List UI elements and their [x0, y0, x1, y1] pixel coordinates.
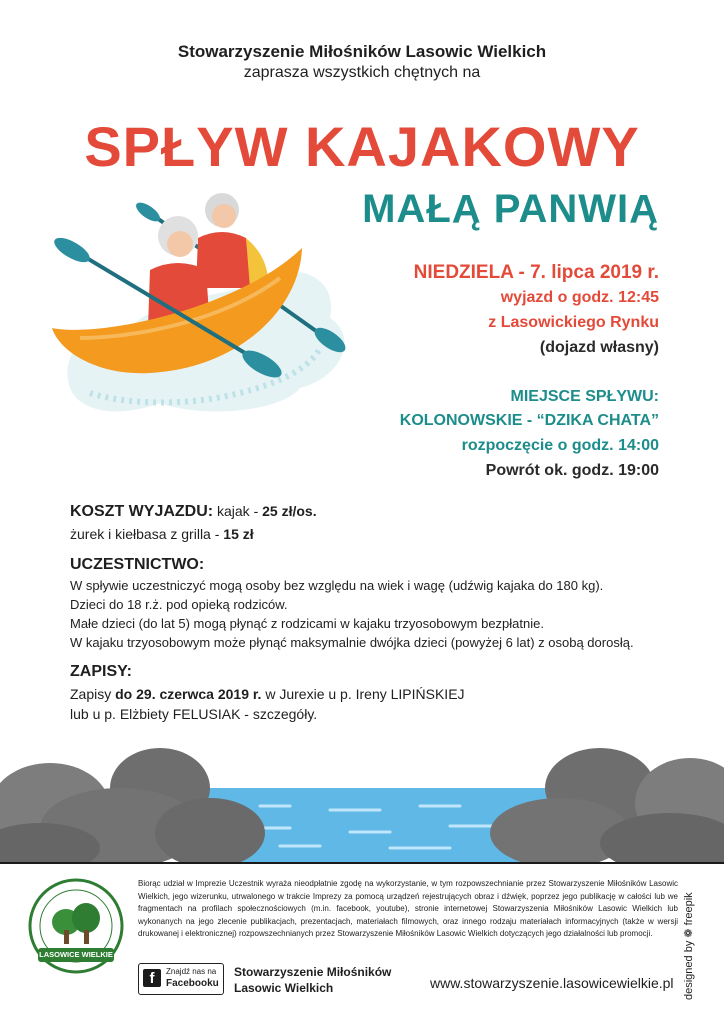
facebook-icon: f — [143, 969, 161, 987]
location-place: KOLONOWSKIE - “DZIKA CHATA” — [399, 412, 659, 429]
logo-caption: LASOWICE WIELKIE — [39, 950, 113, 959]
facebook-line2: Facebooku — [166, 978, 219, 989]
kayak-price: 25 zł/os. — [262, 503, 317, 519]
signup-text: Zapisy — [70, 686, 116, 702]
signup-alt-contact: lub u p. Elżbiety FELUSIAK - szczegóły. — [70, 706, 318, 722]
departure-time: wyjazd o godz. 12:45 — [500, 289, 659, 306]
facebook-line1: Znajdź nas na — [166, 967, 217, 976]
food-price: 15 zł — [223, 526, 254, 542]
participation-line: W kajaku trzyosobowym może płynąć maksymalnie dwójka dzieci (powyżej 6 lat) z osobą dorosłą. — [70, 635, 634, 650]
organization-name: Stowarzyszenie Miłośników Lasowic Wielkich — [177, 42, 547, 61]
location-label: MIEJSCE SPŁYWU: — [510, 388, 659, 405]
kayak-illustration — [40, 188, 370, 428]
transport-note: (dojazd własny) — [539, 339, 659, 356]
participation-line: Małe dzieci (do lat 5) mogą płynąć z rodzicami w kajaku trzyosobowym bezpłatnie. — [70, 616, 544, 631]
return-time: Powrót ok. godz. 19:00 — [485, 462, 659, 479]
signup-section — [70, 662, 465, 724]
participation-line: W spływie uczestniczyć mogą osoby bez względu na wiek i wagę (udźwig kajaka do 180 kg). — [70, 578, 604, 593]
cost-section — [70, 500, 317, 545]
consent-disclaimer: Biorąc udział w Imprezie Uczestnik wyraża nieodpłatnie zgodę na wykorzystanie, w tym rozpowszechnianie przez Stowarzyszenie Miłośników Lasowic Wielkich, jego wizerunku, utrwalonego w trakcie Imprezy za pomocą urządzeń rejestrujących obraz i dźwięk, poprzez jego publikację w całości lub we fragmentach na profilach społecznościowych (m.in. facebook, youtube), stronie internetowej Stowarzyszenia Miłośników Lasowic Wielkich lub wykonanych na jego zlecenie publikacjach, prezentacjach, materiałach filmowych, oraz innego rodzaju materiałach informacyjnych (także w wersji drukowanej i elektronicznej) rozpowszechnianych przez Stowarzyszenie Miłośników Lasowic Wielkich dotyczących jego działalności lub promocji. — [138, 879, 678, 938]
rocks-water-illustration — [0, 748, 724, 862]
footer-organization — [234, 964, 391, 996]
website-link[interactable]: www.stowarzyszenie.lasowicewielkie.pl — [430, 975, 674, 991]
freepik-credit: designed by ❁ freepik — [683, 892, 695, 1000]
invite-text: zaprasza wszystkich chętnych na — [243, 64, 481, 81]
signup-contact: w Jurexie u p. Ireny LIPIŃSKIEJ — [261, 686, 465, 702]
footer-org-line1: Stowarzyszenie Miłośników — [234, 965, 392, 979]
footer-divider — [0, 862, 724, 864]
lasowice-logo — [28, 878, 124, 974]
signup-deadline: do 29. czerwca 2019 r. — [115, 686, 262, 702]
food-label: żurek i kiełbasa z grilla - — [70, 526, 224, 542]
kayak-label: kajak - — [213, 503, 263, 519]
cost-heading: KOSZT WYJAZDU: — [70, 503, 214, 520]
signup-heading: ZAPISY: — [70, 663, 132, 680]
event-subtitle: MAŁĄ PANWIĄ — [362, 187, 659, 231]
participation-section — [70, 555, 634, 652]
footer-org-line2: Lasowic Wielkich — [234, 981, 334, 995]
event-title: SPŁYW KAJAKOWY — [84, 115, 640, 178]
event-date: NIEDZIELA - 7. lipca 2019 r. — [413, 262, 659, 283]
facebook-link[interactable] — [138, 963, 224, 995]
participation-line: Dzieci do 18 r.ż. pod opieką rodziców. — [70, 597, 288, 612]
start-time: rozpoczęcie o godz. 14:00 — [461, 437, 659, 454]
participation-heading: UCZESTNICTWO: — [70, 556, 205, 573]
departure-place: z Lasowickiego Rynku — [488, 314, 659, 331]
